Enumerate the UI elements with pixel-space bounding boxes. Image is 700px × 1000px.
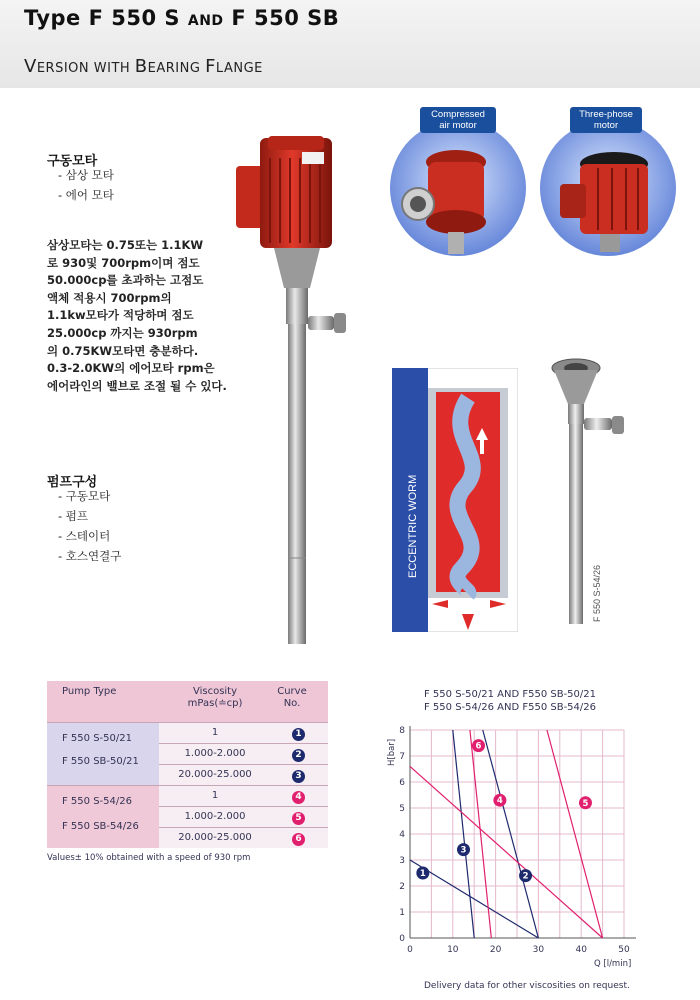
curve-label-text: 6 (475, 741, 482, 752)
curve-number-badge: 3 (292, 770, 305, 783)
viscosity-cell: 1.000-2.000 (184, 811, 246, 822)
curve-number-badge: 5 (292, 812, 305, 825)
compressed-air-label: Compressed air motor (420, 107, 496, 133)
table-divider (159, 743, 328, 744)
y-tick-label: 0 (399, 934, 405, 944)
legend-line: F 550 S-50/21 AND F550 SB-50/21 (424, 689, 597, 700)
table-divider (47, 722, 328, 723)
side-pump-label: F 550 S-54/26 (592, 564, 602, 622)
page-subtitle: VERSION WITH BEARING FLANGE (24, 56, 263, 77)
table-divider (47, 785, 328, 786)
table-header-viscosity: Viscosity mPas(≐cp) (187, 686, 243, 709)
x-tick-label: 10 (447, 945, 459, 955)
curve-label-text: 4 (496, 796, 503, 807)
motor-description: 삼상모타는 0.75또는 1.1KW 로 930및 700rpm이며 점도 50.000cp를 초과하는 고점도 액체 적용시 700rpm의 1.1kw모타가 적당하며 점도 25.000cp 까지는 930rpm 의 0.75KW모타면 충분하다. 0.3-2.0KW의 에어모타 rpm은 에어라인의 밸브로 조절 될 수 있다. (47, 238, 227, 393)
drive-motor-list (58, 165, 114, 205)
viscosity-cell: 20.000-25.000 (178, 769, 252, 780)
chart-footer-note: Delivery data for other viscosities on request. (424, 981, 630, 991)
x-axis-label: Q [l/min] (594, 959, 632, 969)
table-header-pump-type: Pump Type (62, 686, 117, 697)
y-tick-label: 3 (399, 856, 405, 866)
y-tick-label: 1 (399, 908, 405, 918)
x-tick-label: 50 (618, 945, 630, 955)
viscosity-cell: 1.000-2.000 (184, 748, 246, 759)
y-tick-label: 7 (399, 752, 405, 762)
performance-chart (380, 720, 640, 975)
list-item: - 펌프 (58, 509, 89, 523)
table-divider (159, 764, 328, 765)
viscosity-cell: 1 (211, 790, 219, 801)
y-tick-label: 2 (399, 882, 405, 892)
table-divider (159, 827, 328, 828)
viscosity-cell: 1 (211, 727, 219, 738)
x-tick-label: 40 (575, 945, 587, 955)
y-axis-label: H[bar] (387, 738, 397, 766)
chart-legend (424, 688, 596, 714)
pump-type-cell: F 550 SB-50/21 (62, 756, 139, 767)
pump-type-cell: F 550 S-50/21 (62, 733, 132, 744)
x-tick-label: 30 (532, 945, 545, 955)
list-item: - 에어 모타 (58, 188, 114, 202)
list-item: - 삼상 모타 (58, 168, 114, 182)
curve-label-text: 3 (460, 845, 467, 856)
eccentric-worm-text: ECCENTRIC WORM (407, 474, 419, 578)
list-item: - 구동모타 (58, 489, 111, 503)
viscosity-cell: 20.000-25.000 (178, 832, 252, 843)
curve-label-text: 5 (582, 798, 589, 809)
drive-motor-title: 구동모타 (47, 154, 98, 169)
three-phase-label: Three-phose motor (570, 107, 642, 133)
curve-number-badge: 2 (292, 749, 305, 762)
table-footnote: Values± 10% obtained with a speed of 930 rpm (47, 853, 251, 863)
curve-number-badge: 1 (292, 728, 305, 741)
side-pump-image (548, 356, 638, 626)
table-divider (159, 806, 328, 807)
pump-type-cell: F 550 SB-54/26 (62, 821, 139, 832)
eccentric-worm-image (392, 368, 518, 632)
y-tick-label: 5 (399, 804, 405, 814)
pump-config-title: 펌프구성 (47, 475, 98, 490)
pump-type-cell: F 550 S-54/26 (62, 796, 132, 807)
list-item: - 스테이터 (58, 529, 111, 543)
y-tick-label: 4 (399, 830, 405, 840)
pump-config-list (58, 486, 121, 566)
table-header-curve: Curve No. (277, 686, 307, 709)
x-tick-label: 0 (407, 945, 413, 955)
y-tick-label: 8 (399, 726, 405, 736)
curve-number-badge: 6 (292, 833, 305, 846)
list-item: - 호스연결구 (58, 549, 122, 563)
curve-label-text: 2 (522, 871, 529, 882)
x-tick-label: 20 (489, 945, 502, 955)
y-tick-label: 6 (399, 778, 405, 788)
curve-number-badge: 4 (292, 791, 305, 804)
curve-label-text: 1 (419, 869, 426, 879)
page-title: Type F 550 S AND F 550 SB (24, 6, 340, 30)
drum-pump-image (230, 128, 360, 648)
legend-line: F 550 S-54/26 AND F550 SB-54/26 (424, 702, 597, 713)
